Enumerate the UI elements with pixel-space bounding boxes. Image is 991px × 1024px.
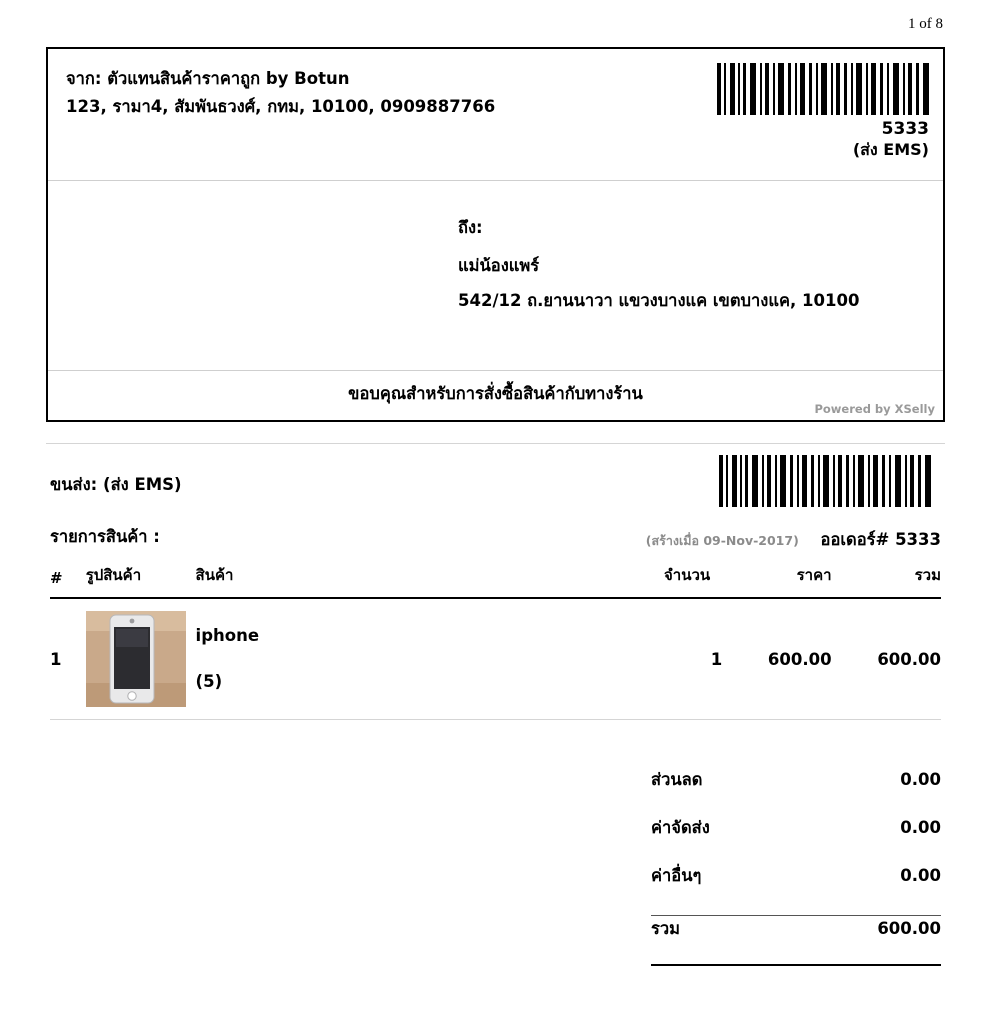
recipient-name: แม่น้องแพร์ [458,256,540,275]
sender-address: 123, รามา4, สัมพันธวงศ์, กทม, 10100, 0909887766 [66,97,496,116]
column-header-product: สินค้า [196,563,592,598]
shipping-label-recipient-section [48,181,943,371]
grand-total-label: รวม [651,919,681,938]
row-qty: 1 [591,598,722,720]
column-header-qty: จำนวน [591,563,722,598]
order-created-date: (สร้างเมื่อ 09-Nov-2017) [645,533,799,548]
column-header-total: รวม [832,563,941,598]
discount-value: 0.00 [900,770,941,789]
column-header-price: ราคา [722,563,831,598]
totals-row-other [651,863,941,911]
recipient-label: ถึง: [458,218,483,237]
order-shipping-method: ขนส่ง: (ส่ง EMS) [50,475,182,494]
order-items-table [50,563,941,720]
row-index: 1 [50,598,86,720]
totals-row-discount [651,767,941,815]
order-number: ออเดอร์# 5333 [820,530,941,549]
order-totals [651,767,941,966]
label-barcode-group [717,63,929,160]
row-image-cell [86,598,196,720]
table-header-row [50,563,941,598]
row-total: 600.00 [832,598,941,720]
sender-name: จาก: ตัวแทนสินค้าราคาถูก by Botun [66,69,350,88]
totals-row-shipping [651,815,941,863]
shipping-label-footer [48,371,943,419]
order-meta [646,527,941,553]
shipping-label-sender-section [48,49,943,181]
thank-you-message: ขอบคุณสำหรับการสั่งซื้อสินค้ากับทางร้าน [348,384,643,403]
barcode-icon [717,63,929,115]
table-row [50,598,941,720]
row-price: 600.00 [722,598,831,720]
column-header-image: รูปสินค้า [86,563,196,598]
other-fee-value: 0.00 [900,866,941,885]
row-product-cell [196,598,592,720]
shipping-fee-value: 0.00 [900,818,941,837]
order-barcode-group [719,455,931,507]
column-header-index: # [50,563,86,598]
section-divider [46,443,945,444]
shipping-fee-label: ค่าจัดส่ง [651,818,710,837]
recipient-address: 542/12 ถ.ยานนาวา แขวงบางแค เขตบางแค, 10100 [458,291,860,310]
grand-total-value: 600.00 [877,919,941,938]
totals-row-grand [651,915,941,966]
discount-label: ส่วนลด [651,770,703,789]
barcode-icon [719,455,931,507]
powered-by-label: Powered by XSelly [814,402,935,416]
other-fee-label: ค่าอื่นๆ [651,866,702,885]
order-items-title: รายการสินค้า : [50,527,160,546]
product-photo-iphone [86,611,186,707]
page-indicator: 1 of 8 [908,16,943,32]
shipping-label-box [46,47,945,422]
barcode-number: 5333 [881,119,929,139]
product-name: iphone [195,626,260,645]
product-variant: (5) [195,672,223,691]
shipping-method-badge: (ส่ง EMS) [852,140,929,159]
